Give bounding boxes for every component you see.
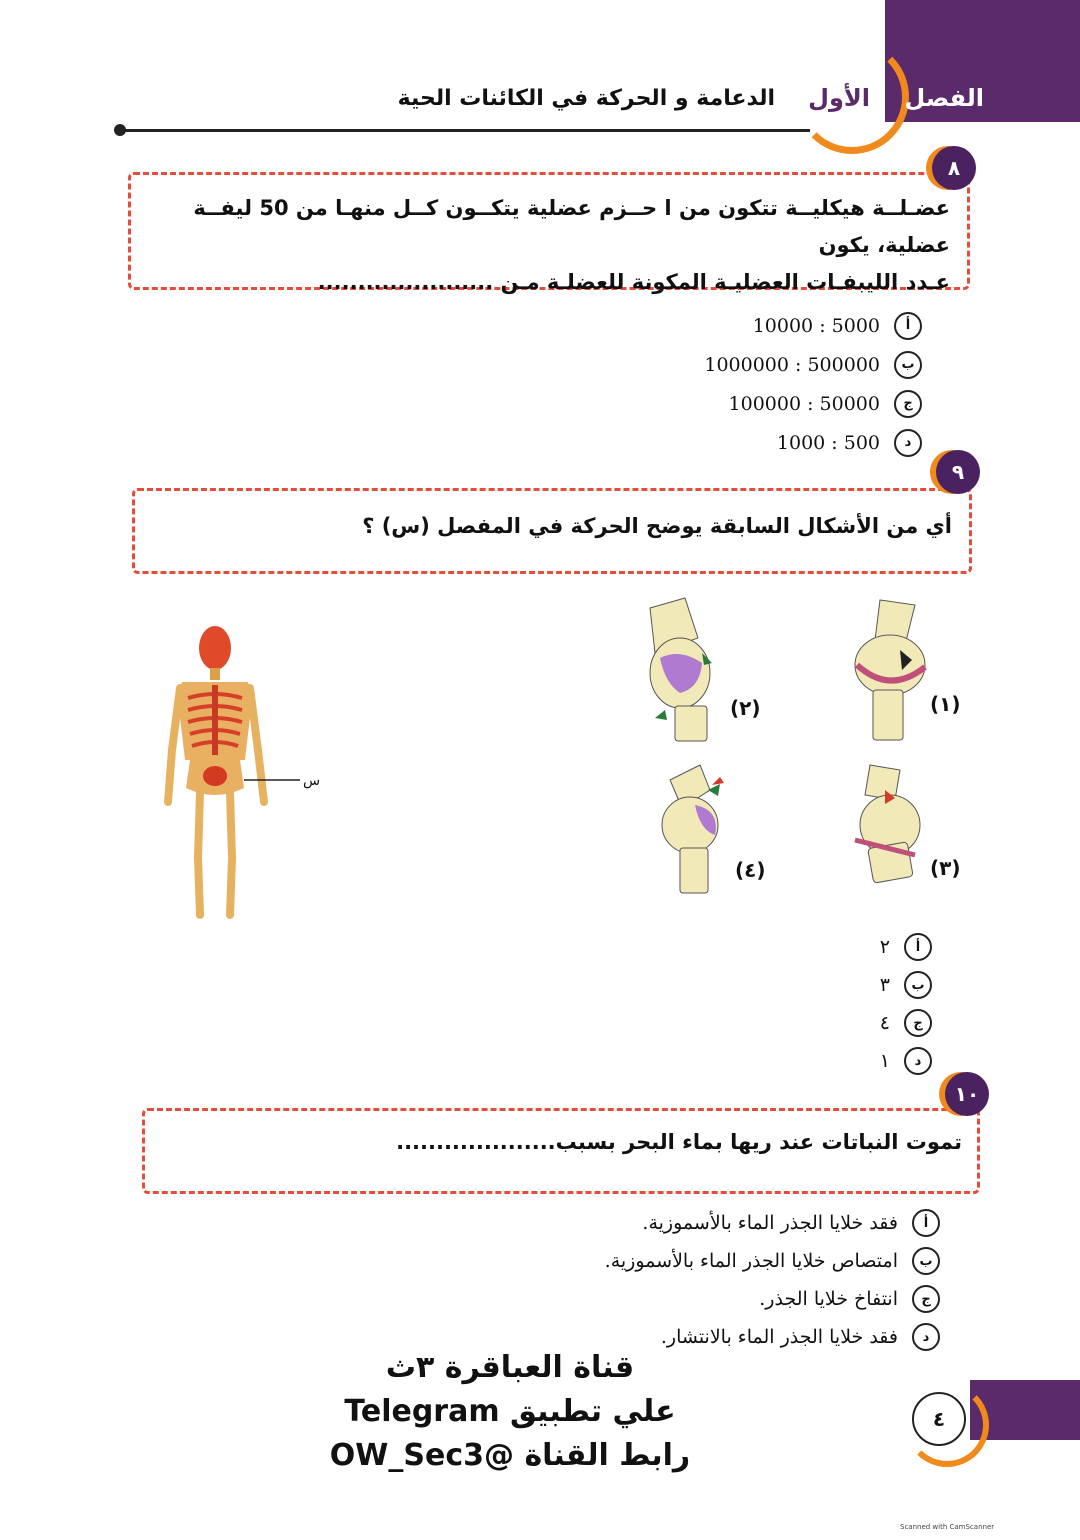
header-rule (120, 129, 810, 132)
option-item[interactable] (880, 928, 932, 966)
promo-line-2: علي تطبيق Telegram (344, 1394, 676, 1429)
chapter-ordinal: الأول (808, 84, 870, 112)
question-10-options (605, 1204, 940, 1356)
figure-label-2: (٢) (730, 696, 761, 720)
option-item[interactable] (605, 1204, 940, 1242)
option-item[interactable] (880, 966, 932, 1004)
option-item[interactable] (605, 1242, 940, 1280)
option-marker[interactable]: ب (904, 971, 932, 999)
option-item[interactable] (880, 1004, 932, 1042)
figure-label-3: (٣) (930, 856, 961, 880)
promo-line-3: رابط القناة @OW_Sec3 (329, 1438, 691, 1473)
question-9-options (880, 928, 932, 1080)
option-marker[interactable]: د (894, 429, 922, 457)
joint-figure-3 (840, 760, 930, 890)
question-8-line-1: عضـلــة هيكليــة تتكون من ا حــزم عضلية يتكــون كــل منهـا من 50 ليفــة عضلية، يكون (193, 196, 950, 257)
question-8-options (704, 306, 922, 462)
option-text: فقد خلايا الجذر الماء بالأسموزية. (642, 1212, 898, 1234)
option-marker[interactable]: أ (894, 312, 922, 340)
question-9-text: أي من الأشكال السابقة يوضح الحركة في المفصل (س) ؟ (362, 514, 952, 538)
option-marker[interactable]: أ (912, 1209, 940, 1237)
option-marker[interactable]: ج (912, 1285, 940, 1313)
joint-figure-2 (630, 598, 730, 748)
option-item[interactable] (880, 1042, 932, 1080)
question-9-number: ٩ (936, 450, 980, 494)
joint-figure-1 (845, 595, 935, 745)
question-8-line-2: عـدد الليبفـات العضليـة المكونة للعضلـة مـن ...................... (317, 270, 950, 294)
option-text: ٤ (879, 1012, 890, 1034)
option-text: ١ (879, 1050, 890, 1072)
option-text: 500000 : 1000000 (704, 353, 880, 376)
option-text: انتفاخ خلايا الجذر. (759, 1288, 898, 1310)
skeleton-figure (160, 620, 321, 925)
question-10-number: ١٠ (945, 1072, 989, 1116)
option-text: 5000 : 10000 (752, 314, 880, 337)
option-marker[interactable]: د (904, 1047, 932, 1075)
option-item[interactable] (704, 345, 922, 384)
channel-promo (300, 1346, 720, 1478)
option-marker[interactable]: أ (904, 933, 932, 961)
figure-label-4: (٤) (735, 858, 766, 882)
option-marker[interactable]: د (912, 1323, 940, 1351)
option-item[interactable] (605, 1280, 940, 1318)
option-text: امتصاص خلايا الجذر الماء بالأسموزية. (604, 1250, 898, 1272)
option-text: ٣ (879, 974, 890, 996)
skeleton-joint-label: س (303, 773, 321, 789)
option-item[interactable] (704, 384, 922, 423)
option-marker[interactable]: ج (904, 1009, 932, 1037)
option-item[interactable] (704, 306, 922, 345)
option-item[interactable] (704, 423, 922, 462)
option-text: فقد خلايا الجذر الماء بالانتشار. (660, 1326, 898, 1348)
joint-figure-4 (640, 760, 740, 895)
option-text: 50000 : 100000 (728, 392, 880, 415)
question-8-text (135, 190, 950, 301)
promo-line-1: قناة العباقرة ٣ث (385, 1350, 635, 1385)
header-rule-dot (114, 124, 126, 136)
scanner-watermark: Scanned with CamScanner (900, 1523, 995, 1531)
question-8-number: ٨ (932, 146, 976, 190)
page-number: ٤ (912, 1392, 966, 1446)
chapter-title: الدعامة و الحركة في الكائنات الحية (397, 86, 775, 111)
option-text: 500 : 1000 (776, 431, 880, 454)
figure-label-1: (١) (930, 692, 961, 716)
option-text: ٢ (879, 936, 890, 958)
chapter-word: الفصل (904, 84, 984, 112)
option-marker[interactable]: ب (912, 1247, 940, 1275)
option-marker[interactable]: ب (894, 351, 922, 379)
option-marker[interactable]: ج (894, 390, 922, 418)
question-10-text: تموت النباتات عند ريها بماء البحر بسبب.................... (396, 1130, 962, 1154)
